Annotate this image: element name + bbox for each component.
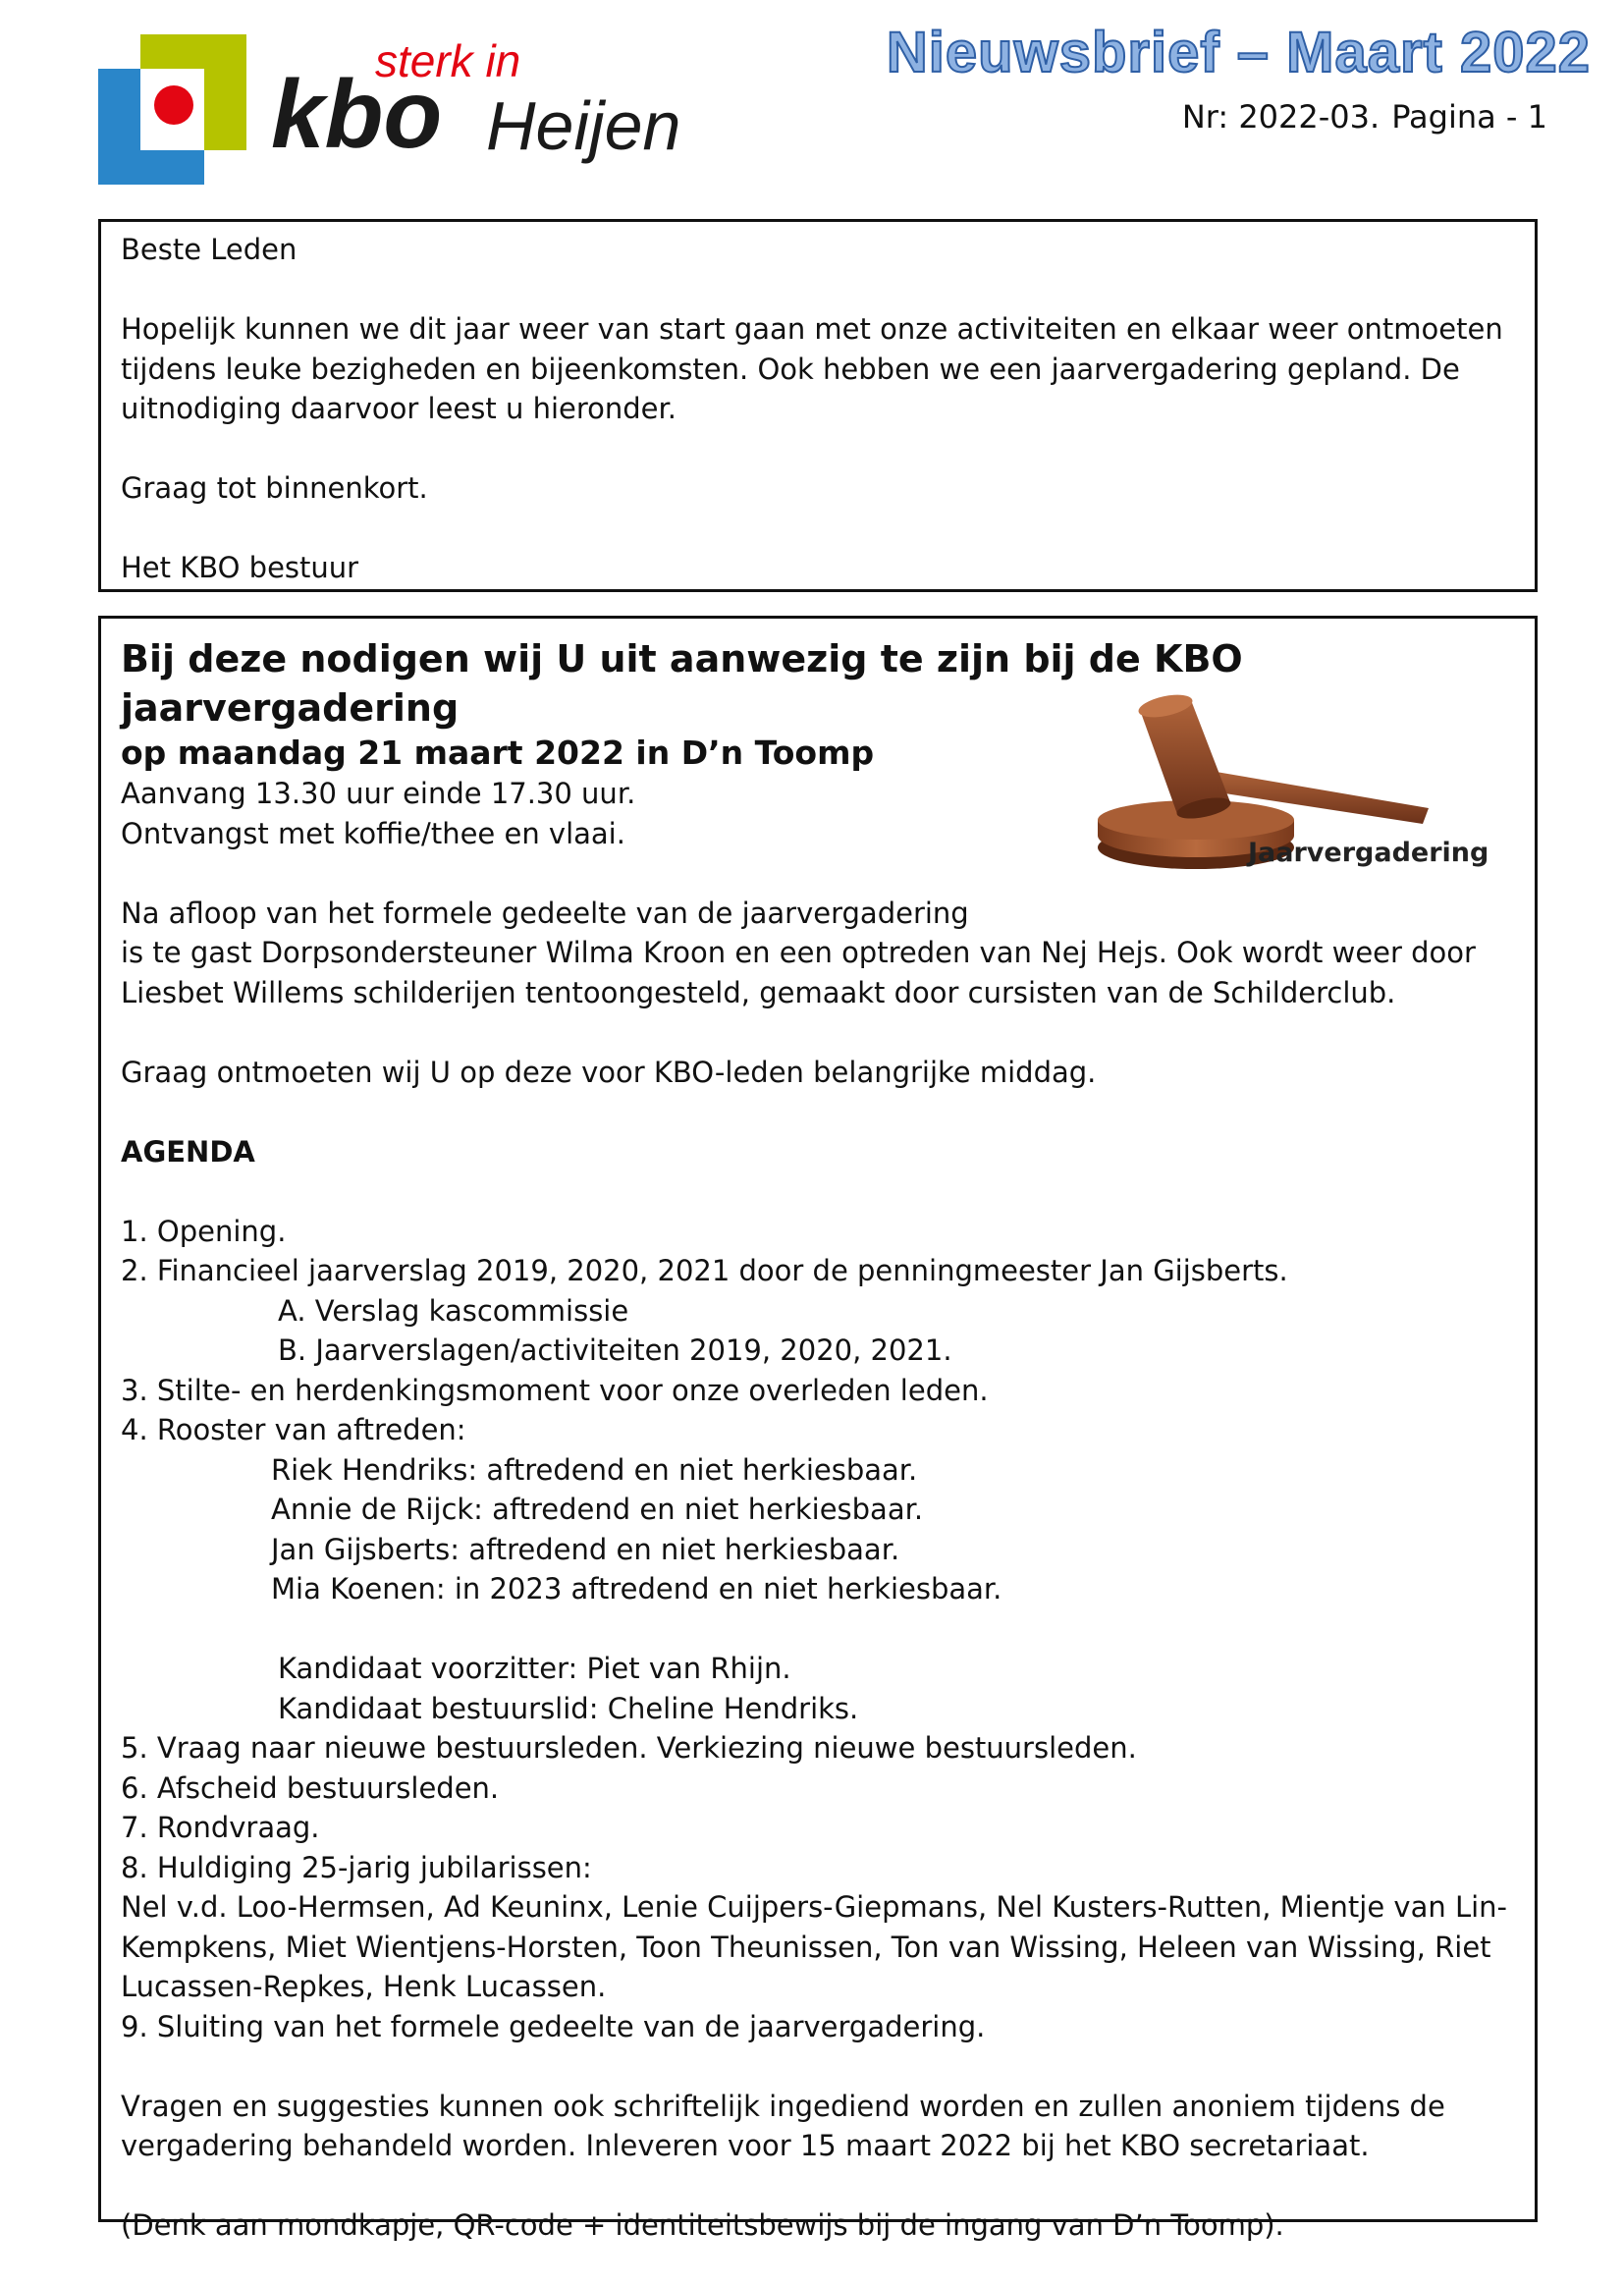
roster-entry: Jan Gijsberts: aftredend en niet herkiesbaar.: [271, 1532, 900, 1566]
invitation-reception: Ontvangst met koffie/thee en vlaai.: [121, 816, 625, 850]
roster-entry: Annie de Rijck: aftredend en niet herkiesbaar.: [271, 1493, 924, 1526]
roster-entry: Riek Hendriks: aftredend en niet herkiesbaar.: [271, 1452, 918, 1487]
questions-text: Vragen en suggesties kunnen ook schriftelijk ingediend worden en zullen anoniem tijdens de vergadering behandeld worden. Inleveren voor 15 maart 2022 bij het KBO secretariaat.: [121, 2089, 1445, 2162]
svg-text:Jaarvergadering: Jaarvergadering: [1248, 838, 1489, 868]
jubilarians-list: Nel v.d. Loo-Hermsen, Ad Keuninx, Lenie Cuijpers-Giepmans, Nel Kusters-Rutten, Mientje van Lin-Kempkens, Miet Wientjens-Horsten, Toon Theunissen, Ton van Wissing, Heleen van Wissing, Riet Lucassen-Repkes, Henk Lucassen.: [121, 1890, 1508, 2003]
issue-number: Nr: 2022-03.: [1181, 98, 1380, 136]
meet-text: Graag ontmoeten wij U op deze voor KBO-leden belangrijke middag.: [121, 1055, 1097, 1089]
invitation-box: [98, 616, 1538, 2242]
agenda-item: 3. Stilte- en herdenkingsmoment voor onze overleden leden.: [121, 1373, 989, 1407]
agenda-item: 8. Huldiging 25-jarig jubilarissen:: [121, 1850, 592, 1884]
agenda-item: 2. Financieel jaarverslag 2019, 2020, 2021 door de penningmeester Jan Gijsberts.: [121, 1254, 1288, 1287]
agenda-item: 7. Rondvraag.: [121, 1811, 320, 1844]
candidate-entry: Kandidaat bestuurslid: Cheline Hendriks.: [278, 1691, 859, 1725]
svg-text:sterk in: sterk in: [375, 35, 521, 86]
greeting: Beste Leden: [121, 233, 298, 266]
newsletter-title: Nieuwsbrief – Maart 2022: [886, 21, 1591, 84]
roster-entry: Mia Koenen: in 2023 aftredend en niet herkiesbaar.: [271, 1572, 1002, 1605]
gavel-image: [1083, 692, 1495, 879]
program-line-1: Na afloop van het formele gedeelte van de jaarvergadering: [121, 896, 969, 930]
agenda-item: 1. Opening.: [121, 1214, 287, 1248]
svg-text:Heijen: Heijen: [486, 87, 681, 164]
reminder-text: (Denk aan mondkapje, QR-code + identiteitsbewijs bij de ingang van D’n Toomp).: [121, 2208, 1284, 2242]
svg-text:kbo: kbo: [271, 60, 443, 168]
agenda-item: 9. Sluiting van het formele gedeelte van de jaarvergadering.: [121, 2009, 986, 2043]
agenda-subitem: A. Verslag kascommissie: [278, 1293, 629, 1328]
invitation-date-location: op maandag 21 maart 2022 in D’n Toomp: [121, 734, 875, 772]
issue-and-page: [860, 98, 1547, 136]
agenda-title: AGENDA: [121, 1134, 255, 1169]
agenda-item: 6. Afscheid bestuursleden.: [121, 1770, 500, 1805]
invitation-heading: Bij deze nodigen wij U uit aanwezig te zijn bij de KBO jaarvergadering: [121, 637, 1243, 730]
agenda-item: 5. Vraag naar nieuwe bestuursleden. Verkiezing nieuwe bestuursleden.: [121, 1731, 1137, 1765]
page-number: Pagina - 1: [1391, 98, 1547, 136]
intro-box: [98, 219, 1538, 592]
intro-signature: Het KBO bestuur: [121, 551, 359, 584]
kbo-heijen-logo: [98, 29, 707, 187]
agenda-subitem: B. Jaarverslagen/activiteiten 2019, 2020, 2021.: [278, 1333, 952, 1367]
agenda-item: 4. Rooster van aftreden:: [121, 1413, 466, 1446]
program-line-2: is te gast Dorpsondersteuner Wilma Kroon en een optreden van Nej Hejs. Ook wordt weer door Liesbet Willems schilderijen tentoongesteld, gemaakt door cursisten van de Schilderclub.: [121, 936, 1476, 1009]
intro-body: Hopelijk kunnen we dit jaar weer van start gaan met onze activiteiten en elkaar weer ontmoeten tijdens leuke bezigheden en bijeenkomsten. Ook hebben we een jaarvergadering gepland. De uitnodiging daarvoor leest u hieronder.: [121, 312, 1503, 425]
candidate-entry: Kandidaat voorzitter: Piet van Rhijn.: [278, 1652, 791, 1685]
intro-closing: Graag tot binnenkort.: [121, 471, 428, 505]
invitation-time: Aanvang 13.30 uur einde 17.30 uur.: [121, 777, 636, 810]
